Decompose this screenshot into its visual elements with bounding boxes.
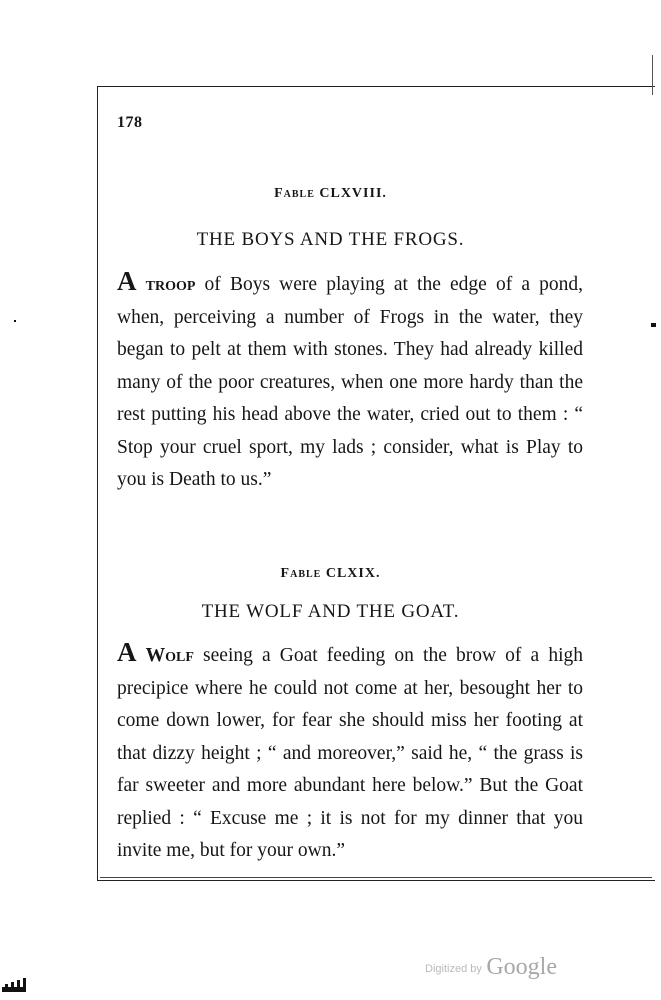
scan-speck [14, 320, 16, 322]
bottom-rule [100, 877, 652, 878]
library-stamp-icon [2, 978, 26, 992]
fable-body [117, 266, 583, 497]
scan-line [652, 55, 653, 95]
drop-letter: A [117, 266, 137, 296]
fable-text: of Boys were playing at the edge of a pond, when, perceiving a number of Frogs in the water, they began to pelt at them with stones. They had already killed many of the poor creatures, when one more hardy than the rest putting his head above the water, cried out to them : “ Stop your cruel sport, my lads ; consider, what is Play to you is Death to us.” [117, 274, 583, 490]
lead-word: Wolf [145, 645, 194, 666]
page-number: 178 [117, 114, 143, 131]
fable-text: seeing a Goat feeding on the brow of a high precipice where he could not come at her, besought her to come down lower, for fear she should miss her footing at that dizzy height ; “ and moreover,” said he, “ the grass is far sweeter and more abundant here below.” But the Goat replied : “ Excuse me ; it is not for my dinner that you invite me, but for your own.” [117, 645, 583, 861]
lead-word: troop [145, 274, 196, 295]
fable-title: THE WOLF AND THE GOAT. [201, 601, 460, 622]
fable-label: Fable CLXIX. [280, 566, 381, 581]
digitized-by-label: Digitized by [425, 963, 482, 975]
google-logo: Google [486, 954, 557, 980]
google-watermark [425, 954, 557, 981]
scan-speck [651, 323, 656, 327]
drop-letter: A [117, 637, 137, 667]
fable-title: THE BOYS AND THE FROGS. [196, 229, 465, 250]
fable-body [117, 637, 583, 868]
fable-label: Fable CLXVIII. [274, 186, 387, 201]
